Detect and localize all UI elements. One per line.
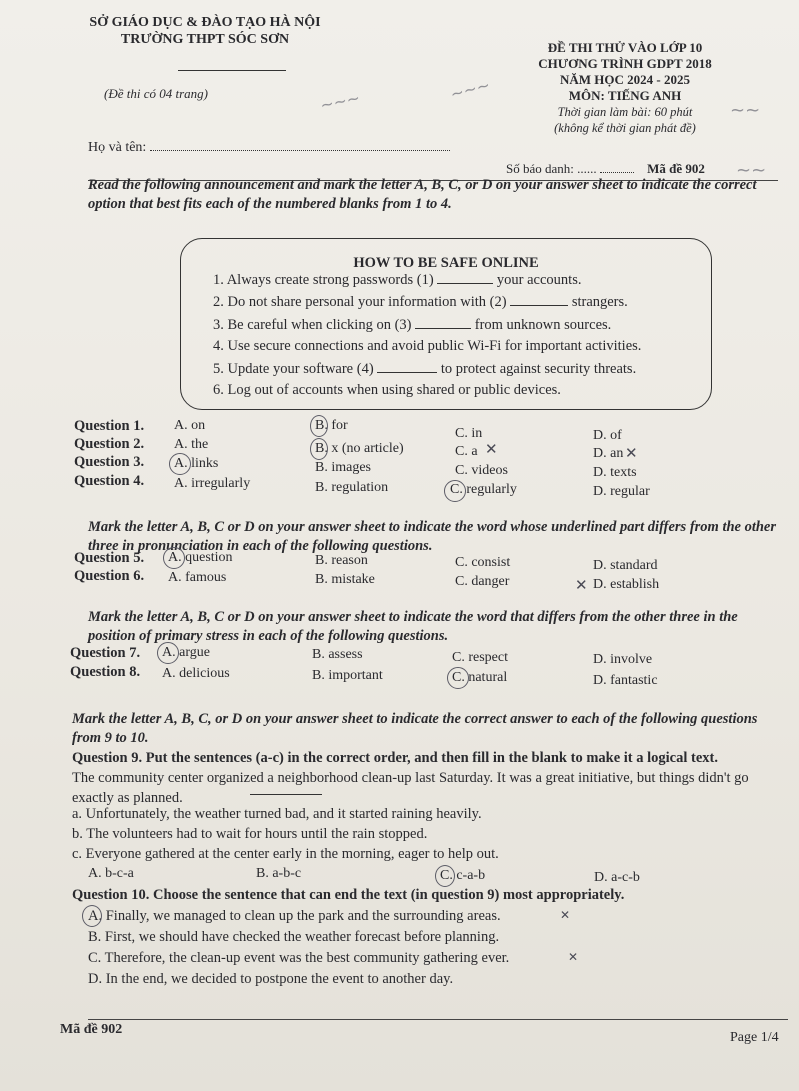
q8-option-a[interactable]: A. delicious [162, 666, 230, 681]
q10-option-c[interactable]: C. Therefore, the clean-up event was the best community gathering ever. [88, 950, 510, 966]
q9-blank[interactable] [250, 782, 322, 795]
name-label: Họ và tên: [88, 140, 147, 155]
q8-option-c[interactable]: C. natural [452, 670, 508, 685]
sbd-label: Số báo danh: ...... [506, 161, 597, 176]
cross-mark-icon: ✕ [560, 908, 571, 922]
pencil-scribble: ~~~ [318, 88, 362, 115]
q7-option-a[interactable]: A. argue [162, 645, 210, 660]
blank-2[interactable] [510, 293, 568, 306]
q2-option-a[interactable]: A. the [174, 437, 209, 452]
q9-sentence-b: b. The volunteers had to wait for hours until the rain stopped. [72, 826, 428, 842]
q2-option-b[interactable]: B. x (no article) [315, 441, 404, 456]
section1-instruction: Read the following announcement and mark the letter A, B, C, or D on your answer sheet to indicate the correct option that best fits each of the numbered blanks from 1 to 4. [88, 177, 757, 212]
blank-4[interactable] [377, 360, 437, 373]
q5-option-c[interactable]: C. consist [455, 555, 511, 570]
header-left [60, 14, 350, 48]
q1-option-a[interactable]: A. on [174, 418, 206, 433]
cross-mark-icon: ✕ [568, 950, 579, 964]
q1-option-c[interactable]: C. in [455, 426, 483, 441]
exam-title: ĐỀ THI THỬ VÀO LỚP 10 [547, 40, 703, 55]
answer-circle-q9 [435, 865, 455, 887]
program: CHƯƠNG TRÌNH GDPT 2018 [538, 56, 712, 71]
q7-option-c[interactable]: C. respect [452, 650, 508, 665]
q3-option-a[interactable]: A. links [174, 456, 219, 471]
announcement-box [180, 238, 712, 410]
question-5: Question 5. [74, 550, 145, 566]
announcement-item-5: 5. Update your software (4) to protect against security threats. [213, 361, 637, 377]
q4-option-c[interactable]: C. regularly [450, 482, 517, 497]
announcement-item-4: 4. Use secure connections and avoid public Wi-Fi for important activities. [213, 338, 642, 354]
school-name: TRƯỜNG THPT SÓC SƠN [120, 32, 290, 47]
footer-divider [88, 1019, 788, 1020]
announcement-item-6: 6. Log out of accounts when using shared or public devices. [213, 382, 561, 398]
q7-option-b[interactable]: B. assess [312, 647, 363, 662]
subject: MÔN: TIẾNG ANH [568, 88, 682, 103]
answer-circle-q1 [310, 415, 328, 437]
pencil-scribble: ~~~ [448, 75, 492, 104]
time-limit: Thời gian làm bài: 60 phút [557, 105, 693, 119]
q9-sentence-c: c. Everyone gathered at the center early in the morning, eager to help out. [72, 846, 499, 862]
name-blank[interactable] [150, 150, 450, 151]
question-4: Question 4. [74, 473, 145, 489]
blank-1[interactable] [437, 271, 493, 284]
answer-circle-q7 [157, 642, 179, 664]
time-note: (không kể thời gian phát đề) [554, 121, 696, 135]
cross-mark-icon: ✕ [575, 576, 588, 594]
question-1: Question 1. [74, 418, 145, 434]
pages-note: (Đề thi có 04 trang) [104, 86, 208, 101]
question-3: Question 3. [74, 454, 145, 470]
question-6: Question 6. [74, 568, 145, 584]
answer-circle-q10 [82, 905, 102, 927]
q9-option-d[interactable]: D. a-c-b [594, 870, 640, 885]
q9-option-a[interactable]: A. b-c-a [88, 866, 134, 881]
q6-option-c[interactable]: C. danger [455, 574, 510, 589]
pencil-scribble: ~~ [736, 160, 767, 181]
q2-option-d[interactable]: D. an [593, 446, 624, 461]
announcement-item-2: 2. Do not share personal your information with (2) strangers. [213, 294, 628, 310]
q9-title: Question 9. Put the sentences (a-c) in the correct order, and then fill in the blank to make it a logical text. [72, 750, 718, 766]
q6-option-d[interactable]: D. establish [593, 577, 660, 592]
answer-circle-q8 [447, 667, 469, 689]
question-2: Question 2. [74, 436, 145, 452]
q5-option-b[interactable]: B. reason [315, 553, 368, 568]
q3-option-d[interactable]: D. texts [593, 465, 637, 480]
answer-circle-q5 [163, 547, 185, 569]
pencil-scribble: ~~ [730, 100, 761, 121]
footer-exam-code: Mã đề 902 [60, 1022, 123, 1037]
q4-option-b[interactable]: B. regulation [315, 480, 389, 495]
q9-text: The community center organized a neighborhood clean-up last Saturday. It was a great initiative, but things didn't go exactly as planned. [72, 770, 749, 806]
q1-option-d[interactable]: D. of [593, 428, 622, 443]
q3-option-c[interactable]: C. videos [455, 463, 508, 478]
header-rule [178, 70, 286, 71]
school-year: NĂM HỌC 2024 - 2025 [560, 72, 690, 87]
q10-title: Question 10. Choose the sentence that can end the text (in question 9) most appropriately. [72, 887, 625, 903]
question-8: Question 8. [70, 664, 141, 680]
cross-mark-icon: ✕ [485, 440, 498, 458]
q10-option-b[interactable]: B. First, we should have checked the weather forecast before planning. [88, 929, 500, 945]
q1-option-b[interactable]: B. for [315, 418, 348, 433]
announcement-item-1: 1. Always create strong passwords (1) your accounts. [213, 272, 582, 288]
question-7: Question 7. [70, 645, 141, 661]
announcement-item-3: 3. Be careful when clicking on (3) from unknown sources. [213, 317, 612, 333]
exam-code: Mã đề 902 [647, 161, 705, 176]
answer-circle-q4 [444, 480, 466, 502]
dept-name: SỞ GIÁO DỤC & ĐÀO TẠO HÀ NỘI [89, 15, 321, 30]
page-number: Page 1/4 [730, 1030, 779, 1045]
section4-instruction: Mark the letter A, B, C, or D on your answer sheet to indicate the correct answer to each of the following questions from 9 to 10. [72, 711, 758, 746]
q10-option-d[interactable]: D. In the end, we decided to postpone the event to another day. [88, 971, 454, 987]
q8-option-b[interactable]: B. important [312, 668, 383, 683]
blank-3[interactable] [415, 316, 471, 329]
announcement-title: HOW TO BE SAFE ONLINE [353, 255, 539, 271]
name-row [88, 140, 450, 156]
sbd-blank[interactable] [600, 172, 634, 173]
answer-circle-q2 [310, 438, 328, 460]
q4-option-d[interactable]: D. regular [593, 484, 650, 499]
q6-option-a[interactable]: A. famous [168, 570, 227, 585]
q9-option-b[interactable]: B. a-b-c [256, 866, 302, 881]
answer-circle-q3 [169, 453, 191, 475]
q10-option-a[interactable]: A. Finally, we managed to clean up the park and the surrounding areas. [88, 908, 501, 924]
q9-option-c[interactable]: C. c-a-b [440, 868, 486, 883]
q6-option-b[interactable]: B. mistake [315, 572, 375, 587]
header-right [470, 40, 780, 136]
q7-option-d[interactable]: D. involve [593, 652, 653, 667]
q2-option-c[interactable]: C. a [455, 444, 478, 459]
section3-instruction: Mark the letter A, B, C or D on your answer sheet to indicate the word that differs from the other three in the position of primary stress in each of the following questions. [88, 609, 738, 644]
q8-option-d[interactable]: D. fantastic [593, 673, 658, 688]
sbd-row [506, 161, 705, 177]
q9-sentence-a: a. Unfortunately, the weather turned bad, and it started raining heavily. [72, 806, 482, 822]
cross-mark-icon: ✕ [625, 444, 638, 462]
q5-option-d[interactable]: D. standard [593, 558, 658, 573]
section2-instruction: Mark the letter A, B, C or D on your answer sheet to indicate the word whose underlined part differs from the other three in pronunciation in each of the following questions. [88, 519, 777, 554]
q4-option-a[interactable]: A. irregularly [174, 476, 251, 491]
q5-option-a[interactable]: A. question [168, 550, 233, 565]
q3-option-b[interactable]: B. images [315, 460, 371, 475]
